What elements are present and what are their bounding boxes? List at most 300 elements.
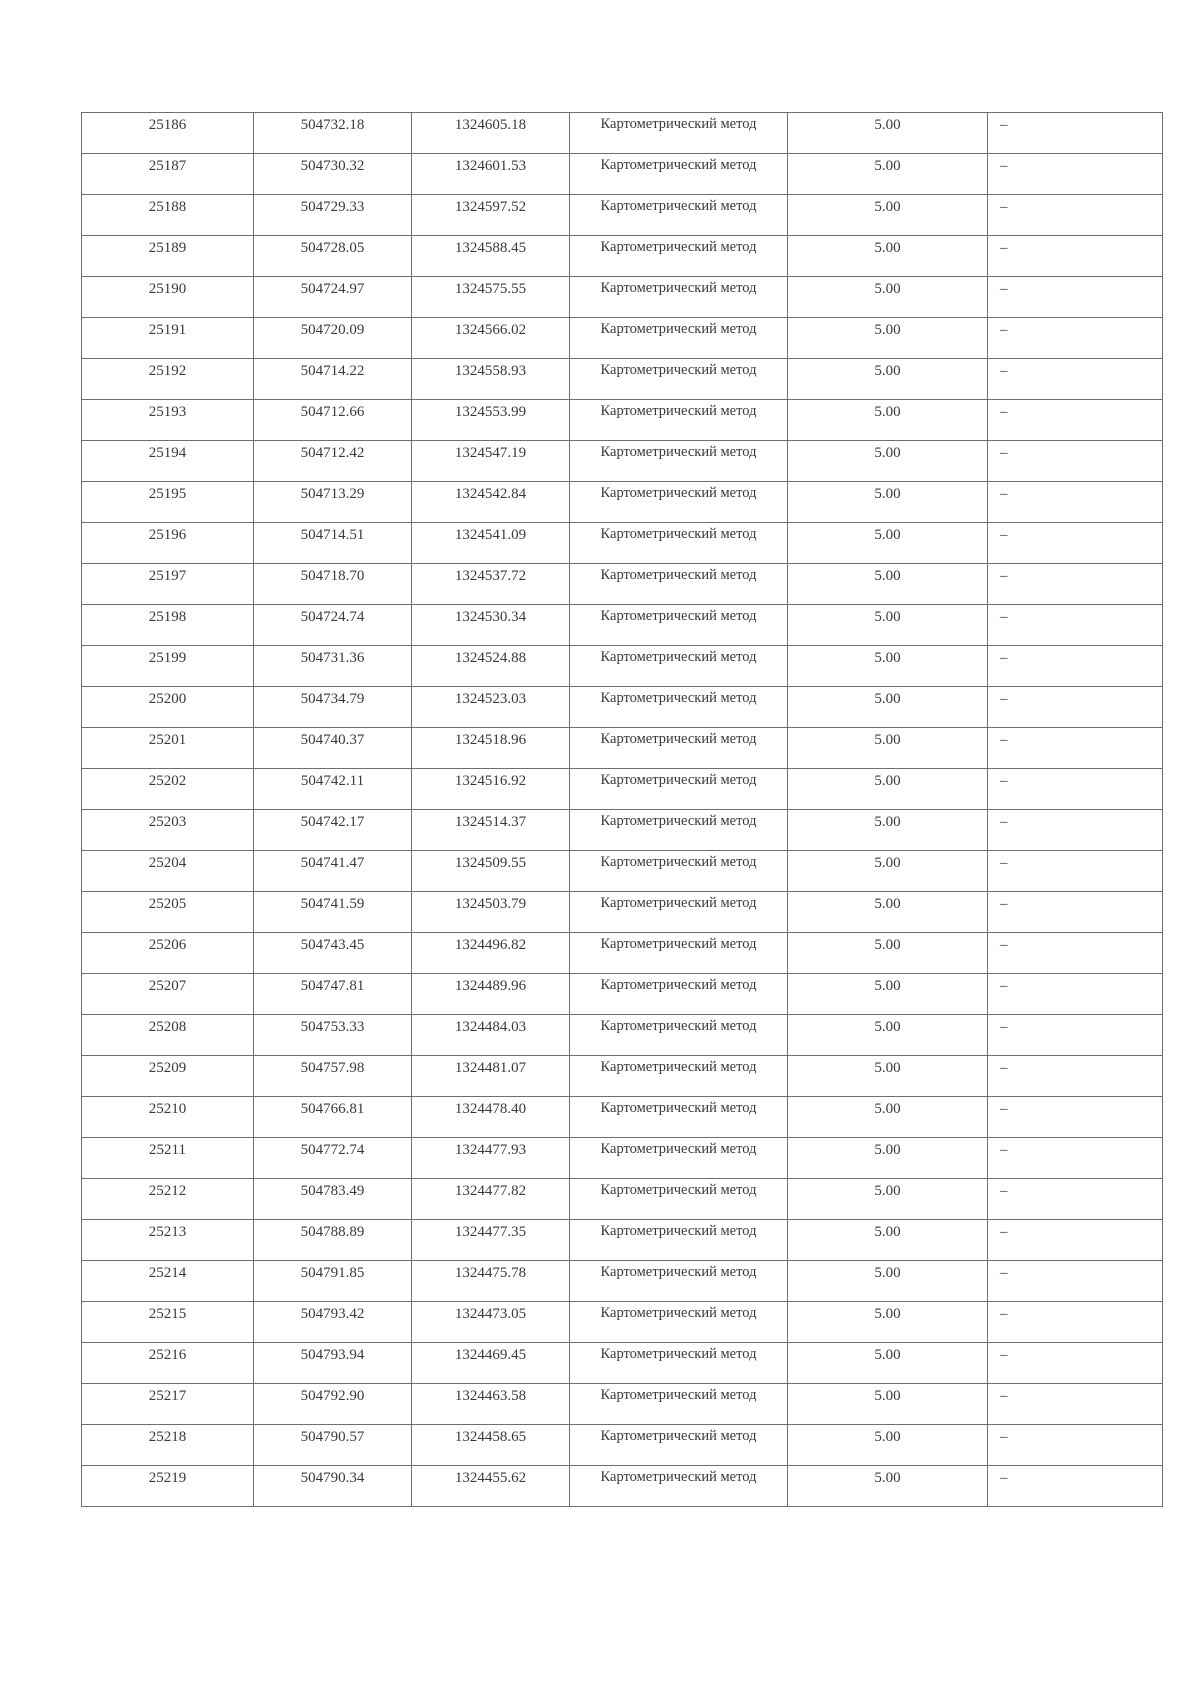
x-coordinate-cell-text: 504714.22 <box>300 363 365 379</box>
accuracy-cell-text: 5.00 <box>874 650 901 666</box>
note-cell <box>988 851 1163 892</box>
note-cell-text: – <box>1000 1347 1008 1363</box>
note-cell-text: – <box>1000 486 1008 502</box>
note-cell <box>988 1343 1163 1384</box>
x-coordinate-cell <box>254 195 412 236</box>
x-coordinate-cell <box>254 892 412 933</box>
method-cell <box>570 1425 788 1466</box>
method-cell <box>570 933 788 974</box>
x-coordinate-cell <box>254 1220 412 1261</box>
point-number-cell-text: 25202 <box>148 773 187 789</box>
y-coordinate-cell <box>412 892 570 933</box>
point-number-cell-text: 25217 <box>148 1388 187 1404</box>
method-cell-text: Картометрический метод <box>600 157 757 173</box>
point-number-cell <box>82 1097 254 1138</box>
table-row <box>82 933 1163 974</box>
table-row <box>82 1015 1163 1056</box>
accuracy-cell-text: 5.00 <box>874 855 901 871</box>
method-cell-text: Картометрический метод <box>600 1387 757 1403</box>
note-cell <box>988 113 1163 154</box>
table-row <box>82 154 1163 195</box>
point-number-cell <box>82 1138 254 1179</box>
y-coordinate-cell-text: 1324523.03 <box>454 691 527 707</box>
x-coordinate-cell <box>254 564 412 605</box>
accuracy-cell-text: 5.00 <box>874 1019 901 1035</box>
point-number-cell <box>82 1179 254 1220</box>
method-cell-text: Картометрический метод <box>600 649 757 665</box>
accuracy-cell <box>788 1425 988 1466</box>
y-coordinate-cell <box>412 1015 570 1056</box>
accuracy-cell-text: 5.00 <box>874 1224 901 1240</box>
accuracy-cell <box>788 687 988 728</box>
point-number-cell-text: 25211 <box>149 1142 186 1158</box>
x-coordinate-cell <box>254 728 412 769</box>
accuracy-cell <box>788 154 988 195</box>
note-cell-text: – <box>1000 322 1008 338</box>
accuracy-cell-text: 5.00 <box>874 1183 901 1199</box>
x-coordinate-cell <box>254 687 412 728</box>
point-number-cell <box>82 687 254 728</box>
method-cell <box>570 482 788 523</box>
table-row <box>82 851 1163 892</box>
y-coordinate-cell <box>412 933 570 974</box>
accuracy-cell <box>788 974 988 1015</box>
note-cell <box>988 154 1163 195</box>
method-cell <box>570 523 788 564</box>
method-cell <box>570 1261 788 1302</box>
method-cell-text: Картометрический метод <box>600 895 757 911</box>
y-coordinate-cell-text: 1324477.82 <box>454 1183 527 1199</box>
table-row <box>82 892 1163 933</box>
note-cell-text: – <box>1000 1019 1008 1035</box>
accuracy-cell <box>788 933 988 974</box>
x-coordinate-cell <box>254 851 412 892</box>
point-number-cell <box>82 646 254 687</box>
x-coordinate-cell <box>254 482 412 523</box>
y-coordinate-cell-text: 1324484.03 <box>454 1019 527 1035</box>
y-coordinate-cell <box>412 154 570 195</box>
accuracy-cell <box>788 810 988 851</box>
table-row <box>82 605 1163 646</box>
point-number-cell-text: 25207 <box>148 978 187 994</box>
method-cell <box>570 974 788 1015</box>
x-coordinate-cell-text: 504732.18 <box>300 117 365 133</box>
point-number-cell-text: 25192 <box>148 363 187 379</box>
table-row <box>82 318 1163 359</box>
x-coordinate-cell-text: 504713.29 <box>300 486 365 502</box>
method-cell-text: Картометрический метод <box>600 116 757 132</box>
x-coordinate-cell <box>254 1261 412 1302</box>
table-row <box>82 482 1163 523</box>
method-cell-text: Картометрический метод <box>600 854 757 870</box>
note-cell <box>988 810 1163 851</box>
point-number-cell <box>82 441 254 482</box>
method-cell <box>570 564 788 605</box>
y-coordinate-cell <box>412 318 570 359</box>
accuracy-cell-text: 5.00 <box>874 1265 901 1281</box>
note-cell <box>988 687 1163 728</box>
x-coordinate-cell <box>254 523 412 564</box>
x-coordinate-cell <box>254 1343 412 1384</box>
y-coordinate-cell <box>412 441 570 482</box>
point-number-cell <box>82 359 254 400</box>
point-number-cell <box>82 318 254 359</box>
method-cell <box>570 441 788 482</box>
note-cell <box>988 1220 1163 1261</box>
point-number-cell-text: 25198 <box>148 609 187 625</box>
point-number-cell <box>82 933 254 974</box>
point-number-cell-text: 25204 <box>148 855 187 871</box>
method-cell-text: Картометрический метод <box>600 690 757 706</box>
y-coordinate-cell <box>412 236 570 277</box>
x-coordinate-cell <box>254 400 412 441</box>
point-number-cell <box>82 1015 254 1056</box>
method-cell-text: Картометрический метод <box>600 239 757 255</box>
table-row <box>82 195 1163 236</box>
coordinates-table <box>81 112 1163 1507</box>
y-coordinate-cell <box>412 482 570 523</box>
method-cell-text: Картометрический метод <box>600 198 757 214</box>
y-coordinate-cell <box>412 1384 570 1425</box>
y-coordinate-cell <box>412 1302 570 1343</box>
note-cell <box>988 1261 1163 1302</box>
accuracy-cell-text: 5.00 <box>874 1142 901 1158</box>
table-row <box>82 769 1163 810</box>
accuracy-cell-text: 5.00 <box>874 896 901 912</box>
point-number-cell-text: 25194 <box>148 445 187 461</box>
accuracy-cell <box>788 523 988 564</box>
method-cell-text: Картометрический метод <box>600 772 757 788</box>
point-number-cell <box>82 154 254 195</box>
method-cell <box>570 1384 788 1425</box>
accuracy-cell <box>788 769 988 810</box>
x-coordinate-cell-text: 504740.37 <box>300 732 365 748</box>
y-coordinate-cell <box>412 400 570 441</box>
x-coordinate-cell-text: 504741.47 <box>300 855 365 871</box>
accuracy-cell-text: 5.00 <box>874 117 901 133</box>
point-number-cell <box>82 974 254 1015</box>
point-number-cell-text: 25212 <box>148 1183 187 1199</box>
note-cell <box>988 1097 1163 1138</box>
accuracy-cell-text: 5.00 <box>874 1429 901 1445</box>
x-coordinate-cell-text: 504790.34 <box>300 1470 365 1486</box>
x-coordinate-cell-text: 504743.45 <box>300 937 365 953</box>
y-coordinate-cell-text: 1324518.96 <box>454 732 527 748</box>
point-number-cell <box>82 113 254 154</box>
note-cell-text: – <box>1000 896 1008 912</box>
accuracy-cell <box>788 646 988 687</box>
y-coordinate-cell-text: 1324473.05 <box>454 1306 527 1322</box>
accuracy-cell <box>788 359 988 400</box>
method-cell <box>570 1015 788 1056</box>
note-cell <box>988 1179 1163 1220</box>
y-coordinate-cell-text: 1324597.52 <box>454 199 527 215</box>
point-number-cell-text: 25201 <box>148 732 187 748</box>
note-cell <box>988 1138 1163 1179</box>
table-row <box>82 1261 1163 1302</box>
method-cell <box>570 646 788 687</box>
method-cell-text: Картометрический метод <box>600 1469 757 1485</box>
note-cell <box>988 1425 1163 1466</box>
point-number-cell-text: 25197 <box>148 568 187 584</box>
point-number-cell-text: 25190 <box>148 281 187 297</box>
x-coordinate-cell-text: 504731.36 <box>300 650 365 666</box>
note-cell-text: – <box>1000 814 1008 830</box>
point-number-cell <box>82 195 254 236</box>
x-coordinate-cell-text: 504720.09 <box>300 322 365 338</box>
point-number-cell-text: 25219 <box>148 1470 187 1486</box>
x-coordinate-cell-text: 504728.05 <box>300 240 365 256</box>
accuracy-cell-text: 5.00 <box>874 322 901 338</box>
y-coordinate-cell-text: 1324547.19 <box>454 445 527 461</box>
accuracy-cell-text: 5.00 <box>874 1470 901 1486</box>
method-cell-text: Картометрический метод <box>600 1182 757 1198</box>
x-coordinate-cell <box>254 441 412 482</box>
method-cell <box>570 1343 788 1384</box>
accuracy-cell <box>788 1056 988 1097</box>
note-cell-text: – <box>1000 1306 1008 1322</box>
note-cell-text: – <box>1000 527 1008 543</box>
y-coordinate-cell-text: 1324489.96 <box>454 978 527 994</box>
y-coordinate-cell-text: 1324481.07 <box>454 1060 527 1076</box>
accuracy-cell-text: 5.00 <box>874 1060 901 1076</box>
table-row <box>82 646 1163 687</box>
note-cell-text: – <box>1000 281 1008 297</box>
method-cell <box>570 318 788 359</box>
point-number-cell-text: 25205 <box>148 896 187 912</box>
accuracy-cell <box>788 1097 988 1138</box>
x-coordinate-cell <box>254 318 412 359</box>
y-coordinate-cell <box>412 564 570 605</box>
note-cell-text: – <box>1000 937 1008 953</box>
point-number-cell <box>82 892 254 933</box>
table-row <box>82 1343 1163 1384</box>
accuracy-cell-text: 5.00 <box>874 937 901 953</box>
y-coordinate-cell <box>412 523 570 564</box>
method-cell-text: Картометрический метод <box>600 1264 757 1280</box>
accuracy-cell <box>788 277 988 318</box>
note-cell <box>988 1302 1163 1343</box>
note-cell-text: – <box>1000 568 1008 584</box>
accuracy-cell-text: 5.00 <box>874 1347 901 1363</box>
note-cell-text: – <box>1000 117 1008 133</box>
point-number-cell <box>82 1384 254 1425</box>
table-row <box>82 523 1163 564</box>
y-coordinate-cell-text: 1324496.82 <box>454 937 527 953</box>
point-number-cell-text: 25191 <box>148 322 187 338</box>
x-coordinate-cell-text: 504788.89 <box>300 1224 365 1240</box>
note-cell-text: – <box>1000 1060 1008 1076</box>
point-number-cell-text: 25193 <box>148 404 187 420</box>
y-coordinate-cell-text: 1324514.37 <box>454 814 527 830</box>
y-coordinate-cell-text: 1324477.35 <box>454 1224 527 1240</box>
note-cell-text: – <box>1000 404 1008 420</box>
note-cell-text: – <box>1000 650 1008 666</box>
y-coordinate-cell-text: 1324503.79 <box>454 896 527 912</box>
x-coordinate-cell <box>254 277 412 318</box>
accuracy-cell-text: 5.00 <box>874 1101 901 1117</box>
point-number-cell-text: 25218 <box>148 1429 187 1445</box>
table-row <box>82 113 1163 154</box>
point-number-cell-text: 25188 <box>148 199 187 215</box>
note-cell <box>988 441 1163 482</box>
accuracy-cell-text: 5.00 <box>874 445 901 461</box>
x-coordinate-cell-text: 504712.42 <box>300 445 365 461</box>
x-coordinate-cell <box>254 646 412 687</box>
accuracy-cell-text: 5.00 <box>874 1388 901 1404</box>
method-cell <box>570 728 788 769</box>
x-coordinate-cell <box>254 1097 412 1138</box>
point-number-cell <box>82 236 254 277</box>
y-coordinate-cell-text: 1324542.84 <box>454 486 527 502</box>
method-cell-text: Картометрический метод <box>600 1141 757 1157</box>
y-coordinate-cell <box>412 359 570 400</box>
x-coordinate-cell <box>254 1179 412 1220</box>
y-coordinate-cell <box>412 646 570 687</box>
y-coordinate-cell-text: 1324588.45 <box>454 240 527 256</box>
x-coordinate-cell-text: 504747.81 <box>300 978 365 994</box>
y-coordinate-cell <box>412 1425 570 1466</box>
y-coordinate-cell-text: 1324516.92 <box>454 773 527 789</box>
table-row <box>82 728 1163 769</box>
point-number-cell-text: 25186 <box>148 117 187 133</box>
point-number-cell-text: 25200 <box>148 691 187 707</box>
note-cell <box>988 564 1163 605</box>
table-row <box>82 974 1163 1015</box>
y-coordinate-cell <box>412 851 570 892</box>
note-cell-text: – <box>1000 199 1008 215</box>
note-cell <box>988 277 1163 318</box>
table-row <box>82 1466 1163 1507</box>
method-cell-text: Картометрический метод <box>600 1100 757 1116</box>
note-cell-text: – <box>1000 445 1008 461</box>
method-cell-text: Картометрический метод <box>600 403 757 419</box>
accuracy-cell <box>788 564 988 605</box>
y-coordinate-cell-text: 1324509.55 <box>454 855 527 871</box>
y-coordinate-cell-text: 1324558.93 <box>454 363 527 379</box>
x-coordinate-cell-text: 504793.94 <box>300 1347 365 1363</box>
y-coordinate-cell <box>412 1343 570 1384</box>
y-coordinate-cell-text: 1324475.78 <box>454 1265 527 1281</box>
table-row <box>82 236 1163 277</box>
note-cell-text: – <box>1000 1183 1008 1199</box>
note-cell <box>988 1466 1163 1507</box>
x-coordinate-cell-text: 504792.90 <box>300 1388 365 1404</box>
x-coordinate-cell-text: 504783.49 <box>300 1183 365 1199</box>
note-cell-text: – <box>1000 1429 1008 1445</box>
y-coordinate-cell-text: 1324601.53 <box>454 158 527 174</box>
accuracy-cell <box>788 1179 988 1220</box>
x-coordinate-cell <box>254 933 412 974</box>
note-cell <box>988 728 1163 769</box>
table-row <box>82 1138 1163 1179</box>
method-cell <box>570 1179 788 1220</box>
method-cell <box>570 687 788 728</box>
table-row <box>82 564 1163 605</box>
method-cell <box>570 236 788 277</box>
x-coordinate-cell <box>254 1056 412 1097</box>
point-number-cell-text: 25215 <box>148 1306 187 1322</box>
accuracy-cell <box>788 1015 988 1056</box>
y-coordinate-cell <box>412 728 570 769</box>
y-coordinate-cell <box>412 1179 570 1220</box>
point-number-cell-text: 25208 <box>148 1019 187 1035</box>
y-coordinate-cell-text: 1324524.88 <box>454 650 527 666</box>
y-coordinate-cell <box>412 769 570 810</box>
y-coordinate-cell <box>412 810 570 851</box>
note-cell <box>988 1384 1163 1425</box>
accuracy-cell-text: 5.00 <box>874 1306 901 1322</box>
point-number-cell-text: 25216 <box>148 1347 187 1363</box>
method-cell <box>570 892 788 933</box>
note-cell <box>988 195 1163 236</box>
note-cell-text: – <box>1000 1470 1008 1486</box>
method-cell-text: Картометрический метод <box>600 977 757 993</box>
note-cell <box>988 236 1163 277</box>
y-coordinate-cell-text: 1324478.40 <box>454 1101 527 1117</box>
point-number-cell <box>82 810 254 851</box>
accuracy-cell <box>788 1343 988 1384</box>
y-coordinate-cell <box>412 1138 570 1179</box>
note-cell <box>988 1056 1163 1097</box>
note-cell <box>988 359 1163 400</box>
accuracy-cell-text: 5.00 <box>874 814 901 830</box>
x-coordinate-cell <box>254 974 412 1015</box>
point-number-cell-text: 25189 <box>148 240 187 256</box>
table-row <box>82 400 1163 441</box>
note-cell <box>988 933 1163 974</box>
note-cell <box>988 482 1163 523</box>
method-cell <box>570 195 788 236</box>
table-row <box>82 810 1163 851</box>
x-coordinate-cell <box>254 769 412 810</box>
point-number-cell-text: 25213 <box>148 1224 187 1240</box>
point-number-cell-text: 25214 <box>148 1265 187 1281</box>
point-number-cell-text: 25209 <box>148 1060 187 1076</box>
point-number-cell <box>82 728 254 769</box>
note-cell-text: – <box>1000 732 1008 748</box>
method-cell <box>570 1138 788 1179</box>
accuracy-cell-text: 5.00 <box>874 732 901 748</box>
accuracy-cell <box>788 1261 988 1302</box>
accuracy-cell <box>788 1220 988 1261</box>
accuracy-cell-text: 5.00 <box>874 609 901 625</box>
accuracy-cell-text: 5.00 <box>874 568 901 584</box>
note-cell <box>988 974 1163 1015</box>
method-cell <box>570 1466 788 1507</box>
table-row <box>82 1302 1163 1343</box>
method-cell-text: Картометрический метод <box>600 813 757 829</box>
y-coordinate-cell-text: 1324566.02 <box>454 322 527 338</box>
note-cell-text: – <box>1000 1142 1008 1158</box>
accuracy-cell-text: 5.00 <box>874 978 901 994</box>
method-cell <box>570 1302 788 1343</box>
point-number-cell <box>82 277 254 318</box>
accuracy-cell <box>788 1302 988 1343</box>
y-coordinate-cell-text: 1324469.45 <box>454 1347 527 1363</box>
point-number-cell <box>82 605 254 646</box>
table-row <box>82 441 1163 482</box>
note-cell-text: – <box>1000 1265 1008 1281</box>
y-coordinate-cell <box>412 1466 570 1507</box>
accuracy-cell <box>788 605 988 646</box>
accuracy-cell <box>788 236 988 277</box>
point-number-cell-text: 25187 <box>148 158 187 174</box>
method-cell-text: Картометрический метод <box>600 444 757 460</box>
x-coordinate-cell-text: 504757.98 <box>300 1060 365 1076</box>
method-cell-text: Картометрический метод <box>600 1223 757 1239</box>
point-number-cell <box>82 851 254 892</box>
